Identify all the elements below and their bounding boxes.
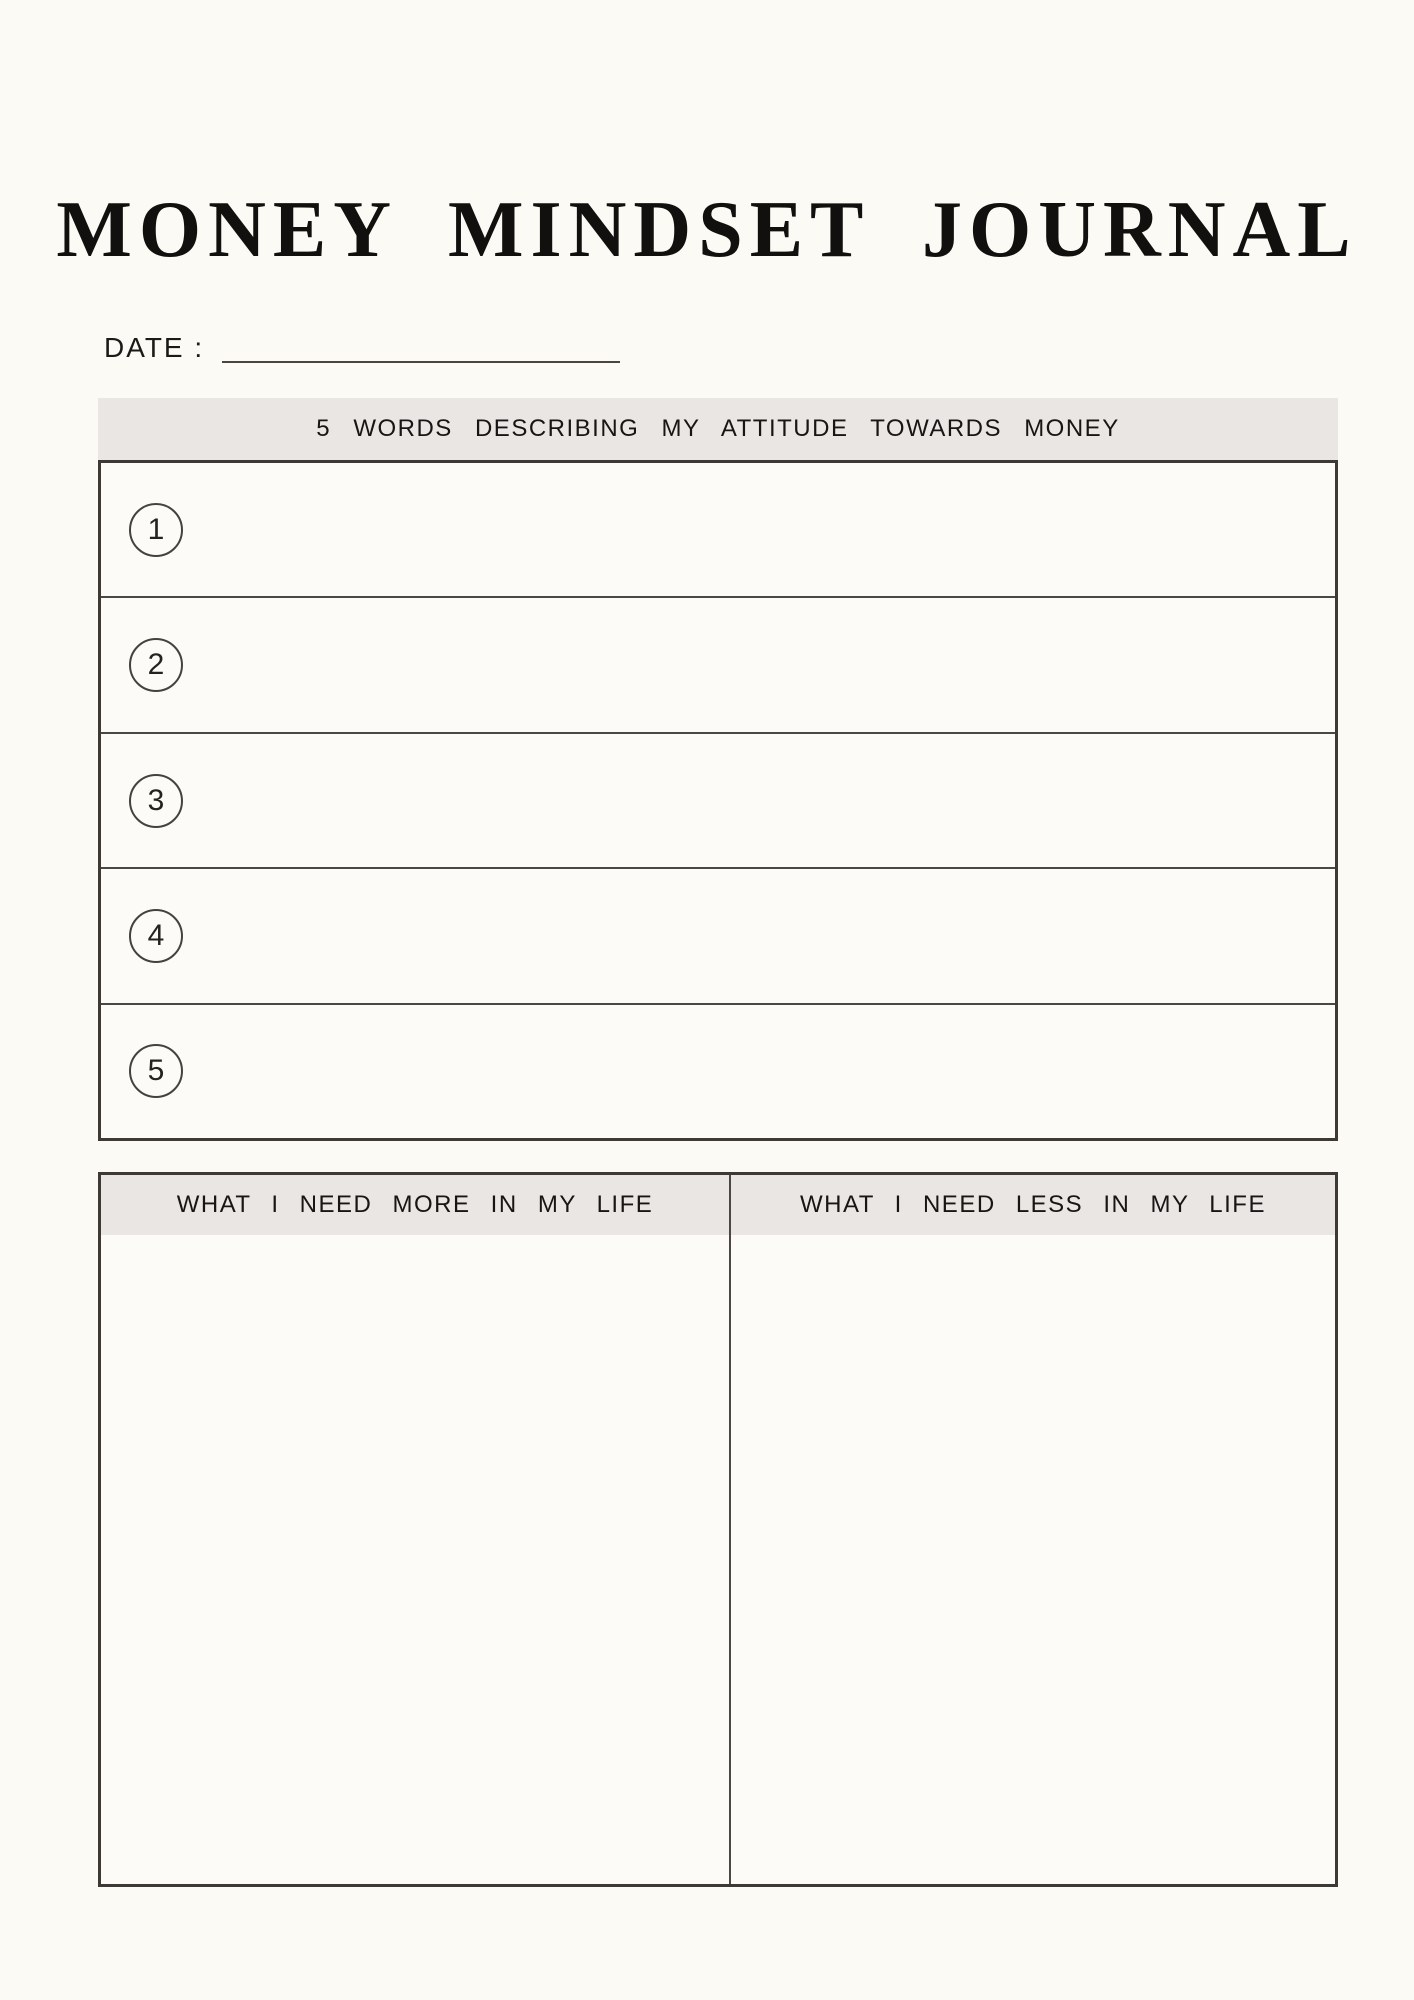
needs-less-header: WHAT I NEED LESS IN MY LIFE [731,1175,1335,1235]
attitude-table [98,460,1338,1141]
attitude-section-header: 5 WORDS DESCRIBING MY ATTITUDE TOWARDS MONEY [98,398,1338,460]
attitude-row-5 [101,1003,1335,1138]
row-number-badge-4 [129,909,183,963]
date-label: DATE : [104,332,205,363]
needs-more-write-area[interactable] [101,1235,729,1884]
attitude-answer-area-5[interactable] [183,1005,1335,1138]
row-number-badge-2 [129,638,183,692]
row-number: 3 [147,783,165,817]
attitude-row-4 [101,867,1335,1002]
row-number: 1 [147,512,165,546]
attitude-row-2 [101,596,1335,731]
attitude-row-1 [101,463,1335,596]
row-number: 4 [147,918,165,952]
needs-more-header: WHAT I NEED MORE IN MY LIFE [101,1175,729,1235]
attitude-answer-area-1[interactable] [183,463,1335,596]
row-number-badge-5 [129,1044,183,1098]
needs-section [98,1172,1338,1887]
needs-more-column [101,1175,731,1884]
needs-less-write-area[interactable] [731,1235,1335,1884]
date-row [104,330,620,365]
attitude-row-3 [101,732,1335,867]
attitude-answer-area-3[interactable] [183,734,1335,867]
row-number-badge-1 [129,503,183,557]
attitude-answer-area-4[interactable] [183,869,1335,1002]
date-input-line[interactable] [222,331,620,363]
page-title: MONEY MINDSET JOURNAL [56,185,1358,274]
needs-less-column [731,1175,1335,1884]
row-number-badge-3 [129,774,183,828]
row-number: 2 [147,648,165,682]
attitude-answer-area-2[interactable] [183,598,1335,731]
row-number: 5 [147,1054,165,1088]
